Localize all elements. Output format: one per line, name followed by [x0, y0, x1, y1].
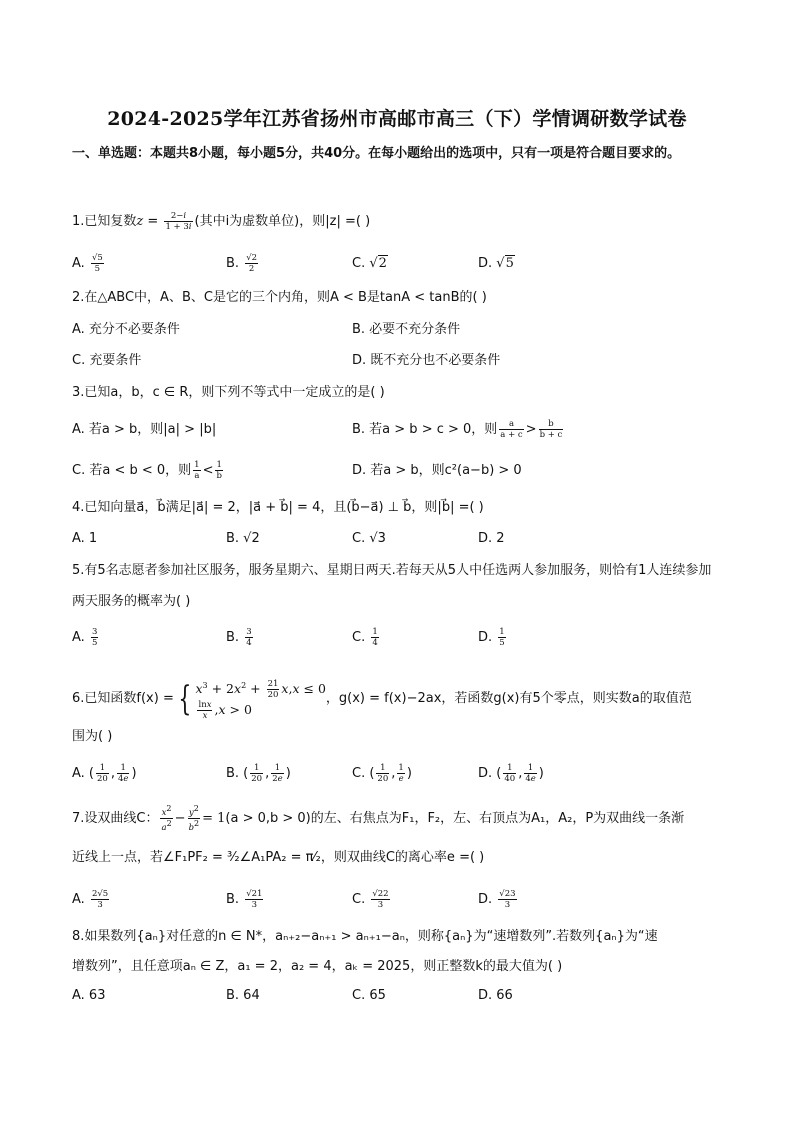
question-3: 3.已知a，b，c ∈ R，则下列不等式中一定成立的是( ): [72, 385, 385, 400]
q1-tail: (其中i为虚数单位)，则|z| =( ): [194, 214, 371, 229]
q6-option-a: A. ( $\frac{1}{20}$ , $\frac{1}{4e}$ ): [72, 763, 137, 784]
question-1: 1.已知复数z = $\frac{2-i}{1 + 3i}$ (其中i为虚数单位)，则|z| =( ): [72, 211, 371, 232]
q8-option-a: A. 63: [72, 988, 106, 1003]
exam-title: 2024-2025学年江苏省扬州市高邮市高三（下）学情调研数学试卷: [107, 108, 687, 130]
piecewise-brace: {: [178, 678, 192, 719]
q8-option-d: D. 66: [478, 988, 513, 1003]
q5-options: [72, 626, 724, 650]
q6-option-b: B. ( $\frac{1}{20}$ , $\frac{1}{2e}$ ): [226, 763, 291, 784]
q4-option-a: A. 1: [72, 531, 98, 546]
q2-option-c: C. 充要条件: [72, 353, 142, 368]
q7-option-a: A. $\frac{2√5}{3}$: [72, 889, 109, 910]
q3-option-a: A. 若a > b，则|a| > |b|: [72, 422, 217, 437]
q1-fraction: $\frac{2-i}{1 + 3i}$: [165, 211, 192, 232]
q1-option-d: D. √5: [478, 256, 514, 271]
piecewise-cases: $x^3 + 2x^2$ + $\frac{21}{20}$ x,x ≤ 0 $\frac{\ln x}{x}$ ,x > 0: [195, 679, 326, 722]
q6-option-d: D. ( $\frac{1}{40}$ , $\frac{1}{4e}$ ): [478, 763, 544, 784]
q3-options-row2: [72, 459, 724, 483]
q5-option-b: B. $\frac{3}{4}$: [226, 627, 252, 648]
q7-options: [72, 888, 724, 912]
question-8-line1: 8.如果数列{aₙ}对任意的n ∈ N*，aₙ₊₂−aₙ₊₁ > aₙ₊₁−aₙ，则称{aₙ}为“速增数列”.若数列{aₙ}为“速: [72, 929, 658, 944]
q5-option-c: C. $\frac{1}{4}$: [352, 627, 378, 648]
q8-options: [72, 984, 724, 1008]
question-7: 7.设双曲线C： $\frac{x^2}{a^2}$ − $\frac{y^2}{b^2}$ = 1(a > 0,b > 0)的左、右焦点为F₁，F₂，左、右顶点为A₁，A₂，P为双曲线一条渐: [72, 804, 685, 833]
question-5: 5.有5名志愿者参加社区服务，服务星期六、星期日两天.若每天从5人中任选两人参加服务，则恰有1人连续参加两天服务的概率为( ): [72, 563, 712, 609]
question-6: 6.已知函数f(x) = { $x^3 + 2x^2$ + $\frac{21}{20}$ x,x ≤ 0 $\frac{\ln x}{x}$ ,x > 0 ，g(x) = f(x)−2ax，若函数g(x)有5个零点，则实数a的取值范: [72, 676, 724, 716]
q7-option-d: D. $\frac{√23}{3}$: [478, 889, 516, 910]
section-heading: 一、单选题：本题共8小题，每小题5分，共40分。在每小题给出的选项中，只有一项是符合题目要求的。: [72, 146, 681, 161]
q2-options-row1: [72, 318, 724, 342]
q2-option-a: A. 充分不必要条件: [72, 322, 180, 337]
q2-option-d: D. 既不充分也不必要条件: [352, 353, 501, 368]
q7-line2: 近线上一点，若∠F₁PF₂ = ³⁄₂∠A₁PA₂ = π⁄₂，则双曲线C的离心率e =( ): [72, 850, 485, 865]
q1-option-a: A. $\frac{√5}{5}$: [72, 253, 103, 274]
question-8-line2: 增数列”，且任意项aₙ ∈ Z，a₁ = 2，a₂ = 4，aₖ = 2025，则正整数k的最大值为( ): [72, 959, 563, 974]
q6-option-c: C. ( $\frac{1}{20}$ , $\frac{1}{e}$ ): [352, 763, 412, 784]
q5-option-d: D. $\frac{1}{5}$: [478, 627, 505, 648]
q4-option-d: D. 2: [478, 531, 505, 546]
q3-option-b: B. 若a > b > c > 0，则 $\frac{a}{a + c}$ > $\frac{b}{b + c}$: [352, 419, 563, 440]
q6-line2: 围为( ): [72, 729, 113, 744]
q1-option-b: B. $\frac{√2}{2}$: [226, 253, 258, 274]
q2-options-row2: [72, 349, 724, 373]
q4-option-b: B. √2: [226, 531, 260, 546]
q4-option-c: C. √3: [352, 531, 386, 546]
q3-option-c: C. 若a < b < 0，则 $\frac{1}{a}$ < $\frac{1}{b}$: [72, 460, 222, 481]
q4-options: [72, 527, 724, 551]
q8-option-b: B. 64: [226, 988, 260, 1003]
q5-option-a: A. $\frac{3}{5}$: [72, 627, 98, 648]
q3-options-row1: [72, 418, 724, 442]
q3-option-d: D. 若a > b，则c²(a−b) > 0: [352, 463, 522, 478]
q1-option-c: C. √2: [352, 256, 387, 271]
question-2: 2.在△ABC中，A、B、C是它的三个内角，则A < B是tanA < tanB的( ): [72, 290, 487, 305]
question-4: 4.已知向量a⃗，b⃗满足|a⃗| = 2，|a⃗ + b⃗| = 4，且(b⃗−a⃗) ⊥ b⃗，则|b⃗| =( ): [72, 500, 484, 515]
q1-z: z: [136, 214, 144, 229]
q7-option-c: C. $\frac{√22}{3}$: [352, 889, 389, 910]
q1-prefix: 1.已知复数: [72, 214, 137, 229]
q7-option-b: B. $\frac{√21}{3}$: [226, 889, 263, 910]
q8-option-c: C. 65: [352, 988, 386, 1003]
q1-options: [72, 252, 724, 276]
q6-options: [72, 762, 724, 786]
q2-option-b: B. 必要不充分条件: [352, 322, 461, 337]
